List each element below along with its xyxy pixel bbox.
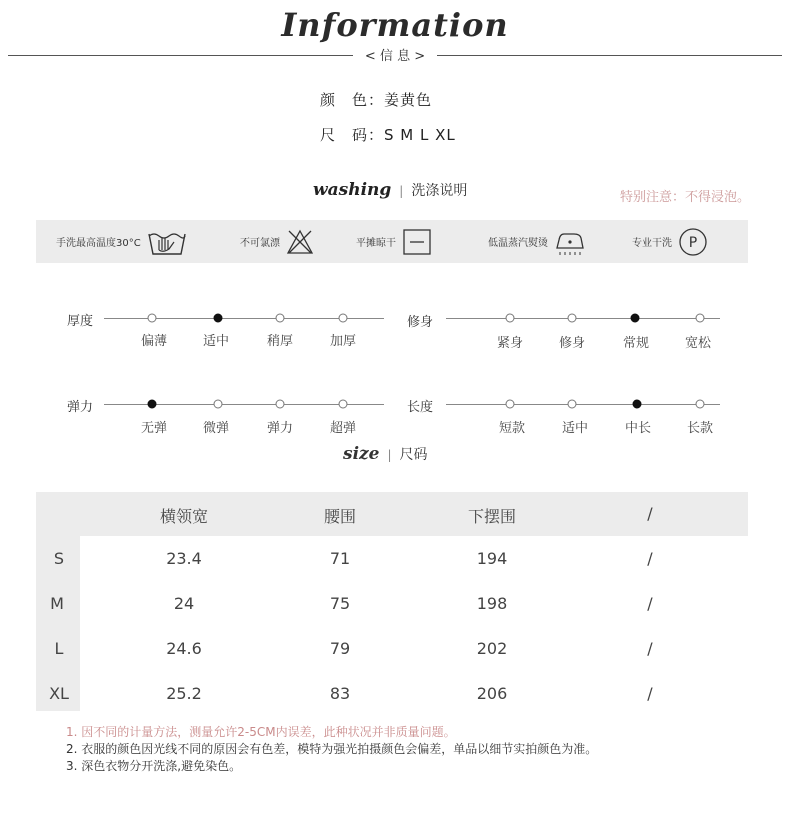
care-label: 不可氯漂	[240, 238, 280, 249]
thickness-option: 稍厚	[266, 334, 294, 349]
row-size-label: M	[50, 594, 64, 613]
fit-option: 宽松	[684, 336, 712, 351]
length-scale-line	[446, 404, 720, 405]
length-dot-2-selected	[633, 400, 642, 409]
thickness-dot-0	[148, 314, 157, 323]
size-title-cn: 尺码	[399, 447, 428, 463]
table-cell: /	[647, 594, 653, 613]
page-subtitle	[0, 45, 790, 64]
thickness-option: 偏薄	[140, 334, 168, 349]
hand-wash-icon	[147, 228, 187, 256]
elasticity-option: 无弹	[140, 421, 168, 436]
color-row	[320, 89, 432, 110]
washing-separator: |	[399, 184, 404, 198]
size-label: 尺 码：	[320, 126, 385, 144]
length-option: 短款	[498, 421, 526, 436]
fit-label: 修身	[407, 315, 434, 330]
table-cell: 202	[476, 639, 508, 658]
care-item-dry-clean	[632, 220, 708, 263]
washing-notice: 特别注意：不得浸泡。	[619, 190, 750, 205]
thickness-option: 加厚	[329, 334, 357, 349]
elasticity-option: 微弹	[202, 421, 230, 436]
size-row	[320, 124, 456, 145]
fit-dot-2-selected	[631, 314, 640, 323]
table-cell: 25.2	[166, 684, 202, 703]
no-bleach-icon	[286, 228, 314, 256]
note-measurement: 1. 因不同的计量方法，测量允许2-5CM内误差，此种状况并非质量问题。	[66, 725, 456, 739]
table-cell: 71	[329, 549, 351, 568]
table-cell: 194	[476, 549, 508, 568]
table-cell: 24	[173, 594, 195, 613]
size-value: S M L XL	[384, 126, 456, 144]
elasticity-option: 弹力	[266, 421, 294, 436]
fit-scale-line	[446, 318, 720, 319]
care-item-no-bleach	[240, 220, 314, 263]
elasticity-option: 超弹	[329, 421, 357, 436]
table-cell: 198	[476, 594, 508, 613]
thickness-dot-2	[276, 314, 285, 323]
length-dot-3	[696, 400, 705, 409]
length-label: 长度	[407, 400, 434, 415]
care-label: 低温蒸汽熨烫	[488, 238, 548, 249]
elasticity-dot-2	[276, 400, 285, 409]
care-label: 平摊晾干	[356, 238, 396, 249]
fit-dot-0	[506, 314, 515, 323]
color-value: 姜黄色	[384, 91, 433, 109]
table-cell: 23.4	[166, 549, 202, 568]
dry-flat-icon	[402, 228, 432, 256]
size-separator: |	[387, 448, 392, 462]
table-cell: 75	[329, 594, 351, 613]
length-option: 长款	[686, 421, 714, 436]
fit-option: 修身	[558, 336, 586, 351]
dry-clean-icon	[678, 227, 708, 257]
care-label: 手洗最高温度30°C	[56, 238, 141, 249]
size-title-en: size	[343, 444, 380, 464]
care-item-hand-wash	[56, 220, 187, 263]
table-cell: 79	[329, 639, 351, 658]
note-color-difference: 2. 衣服的颜色因光线不同的原因会有色差，模特为强光拍摄颜色会偏差，单品以细节实拍颜色为准。	[66, 742, 598, 756]
page-title: Information	[281, 6, 509, 44]
thickness-dot-3	[339, 314, 348, 323]
thickness-option: 适中	[202, 334, 230, 349]
washing-title-en: washing	[313, 180, 392, 200]
thickness-dot-1-selected	[214, 314, 223, 323]
note-wash-separately: 3. 深色衣物分开洗涤,避免染色。	[66, 759, 242, 773]
table-cell: 206	[476, 684, 508, 703]
length-option: 适中	[561, 421, 589, 436]
fit-dot-1	[568, 314, 577, 323]
row-size-label: XL	[49, 684, 69, 703]
row-size-label: S	[53, 549, 65, 568]
table-cell: /	[647, 684, 653, 703]
fit-option: 常规	[622, 336, 650, 351]
low-iron-icon	[554, 228, 586, 256]
fit-dot-3	[696, 314, 705, 323]
column-header: 腰围	[323, 507, 357, 526]
fit-option: 紧身	[496, 336, 524, 351]
washing-title-cn: 洗涤说明	[411, 183, 468, 199]
table-cell: 24.6	[166, 639, 202, 658]
size-table-header	[36, 492, 748, 536]
length-dot-0	[506, 400, 515, 409]
table-cell: 83	[329, 684, 351, 703]
washing-heading	[313, 180, 467, 200]
subtitle-text: < 信 息 >	[357, 49, 433, 64]
length-dot-1	[568, 400, 577, 409]
care-item-dry-flat	[356, 220, 432, 263]
length-option: 中长	[624, 421, 652, 436]
care-label: 专业干洗	[632, 238, 672, 249]
elasticity-dot-0-selected	[148, 400, 157, 409]
thickness-label: 厚度	[67, 314, 94, 329]
elasticity-dot-3	[339, 400, 348, 409]
column-header: 下摆围	[467, 507, 517, 526]
table-cell: /	[647, 639, 653, 658]
row-size-label: L	[54, 639, 64, 658]
elasticity-label: 弹力	[67, 400, 94, 415]
column-header: /	[647, 504, 653, 523]
color-label: 颜 色：	[320, 91, 385, 109]
column-header: 横领宽	[159, 507, 209, 526]
care-item-low-iron	[488, 220, 586, 263]
table-cell: /	[647, 549, 653, 568]
elasticity-dot-1	[214, 400, 223, 409]
care-instructions-bar	[36, 220, 748, 263]
dry-clean-letter: P	[688, 234, 698, 251]
size-heading	[343, 444, 428, 464]
